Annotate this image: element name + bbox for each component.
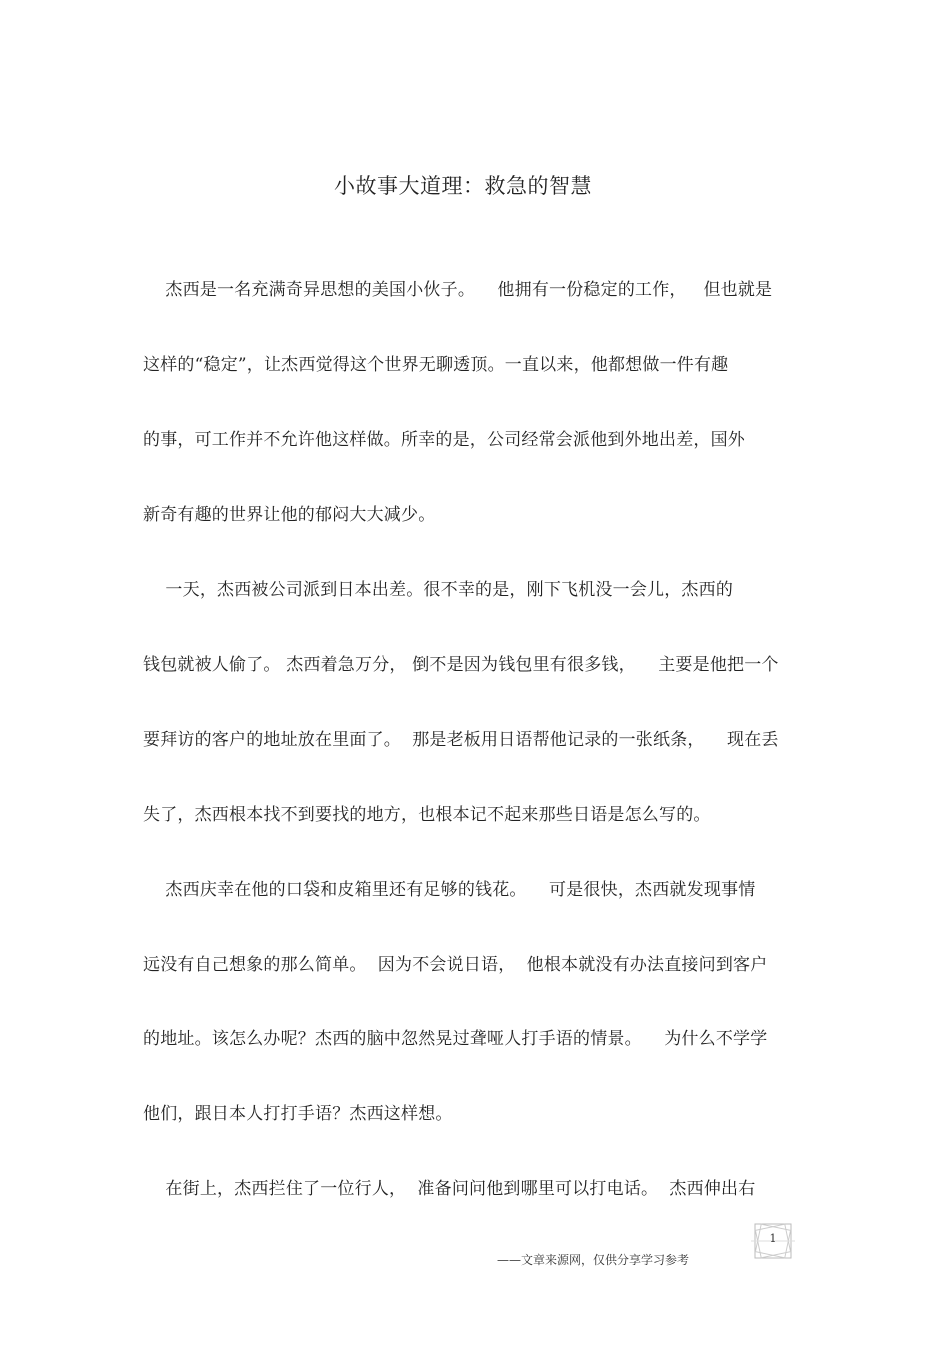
body-line: 在街上，杰西拦住了一位行人， 准备问问他到哪里可以打电话。 杰西伸出右 [143,1179,756,1199]
body-line: 一天，杰西被公司派到日本出差。很不幸的是，刚下飞机没一会儿，杰西的 [143,580,734,600]
body-line: 他们，跟日本人打打手语？杰西这样想。 [143,1104,453,1124]
body-line: 要拜访的客户的地址放在里面了。 那是老板用日语帮他记录的一张纸条， 现在丢 [143,730,779,750]
body-line: 这样的“稳定”，让杰西觉得这个世界无聊透顶。一直以来，他都想做一件有趣 [143,355,729,375]
body-line: 杰西是一名充满奇异思想的美国小伙子。 他拥有一份稳定的工作， 但也就是 [143,280,773,300]
body-line: 新奇有趣的世界让他的郁闷大大减少。 [143,505,436,525]
source-note: ——文章来源网，仅供分享学习参考 [497,1253,690,1267]
page-number: 1 [769,1232,777,1245]
body-line: 的事，可工作并不允许他这样做。所幸的是，公司经常会派他到外地出差，国外 [143,430,745,450]
body-line: 的地址。该怎么办呢？杰西的脑中忽然晃过聋哑人打手语的情景。 为什么不学学 [143,1029,768,1049]
page-title: 小故事大道理：救急的智慧 [334,174,592,198]
body-line: 失了，杰西根本找不到要找的地方，也根本记不起来那些日语是怎么写的。 [143,805,711,825]
body-line: 远没有自己想象的那么简单。 因为不会说日语， 他根本就没有办法直接问到客户 [143,955,768,975]
body-line: 杰西庆幸在他的口袋和皮箱里还有足够的钱花。 可是很快，杰西就发现事情 [143,880,756,900]
body-line: 钱包就被人偷了。 杰西着急万分， 倒不是因为钱包里有很多钱， 主要是他把一个 [143,655,779,675]
page-number-badge [749,1220,797,1262]
